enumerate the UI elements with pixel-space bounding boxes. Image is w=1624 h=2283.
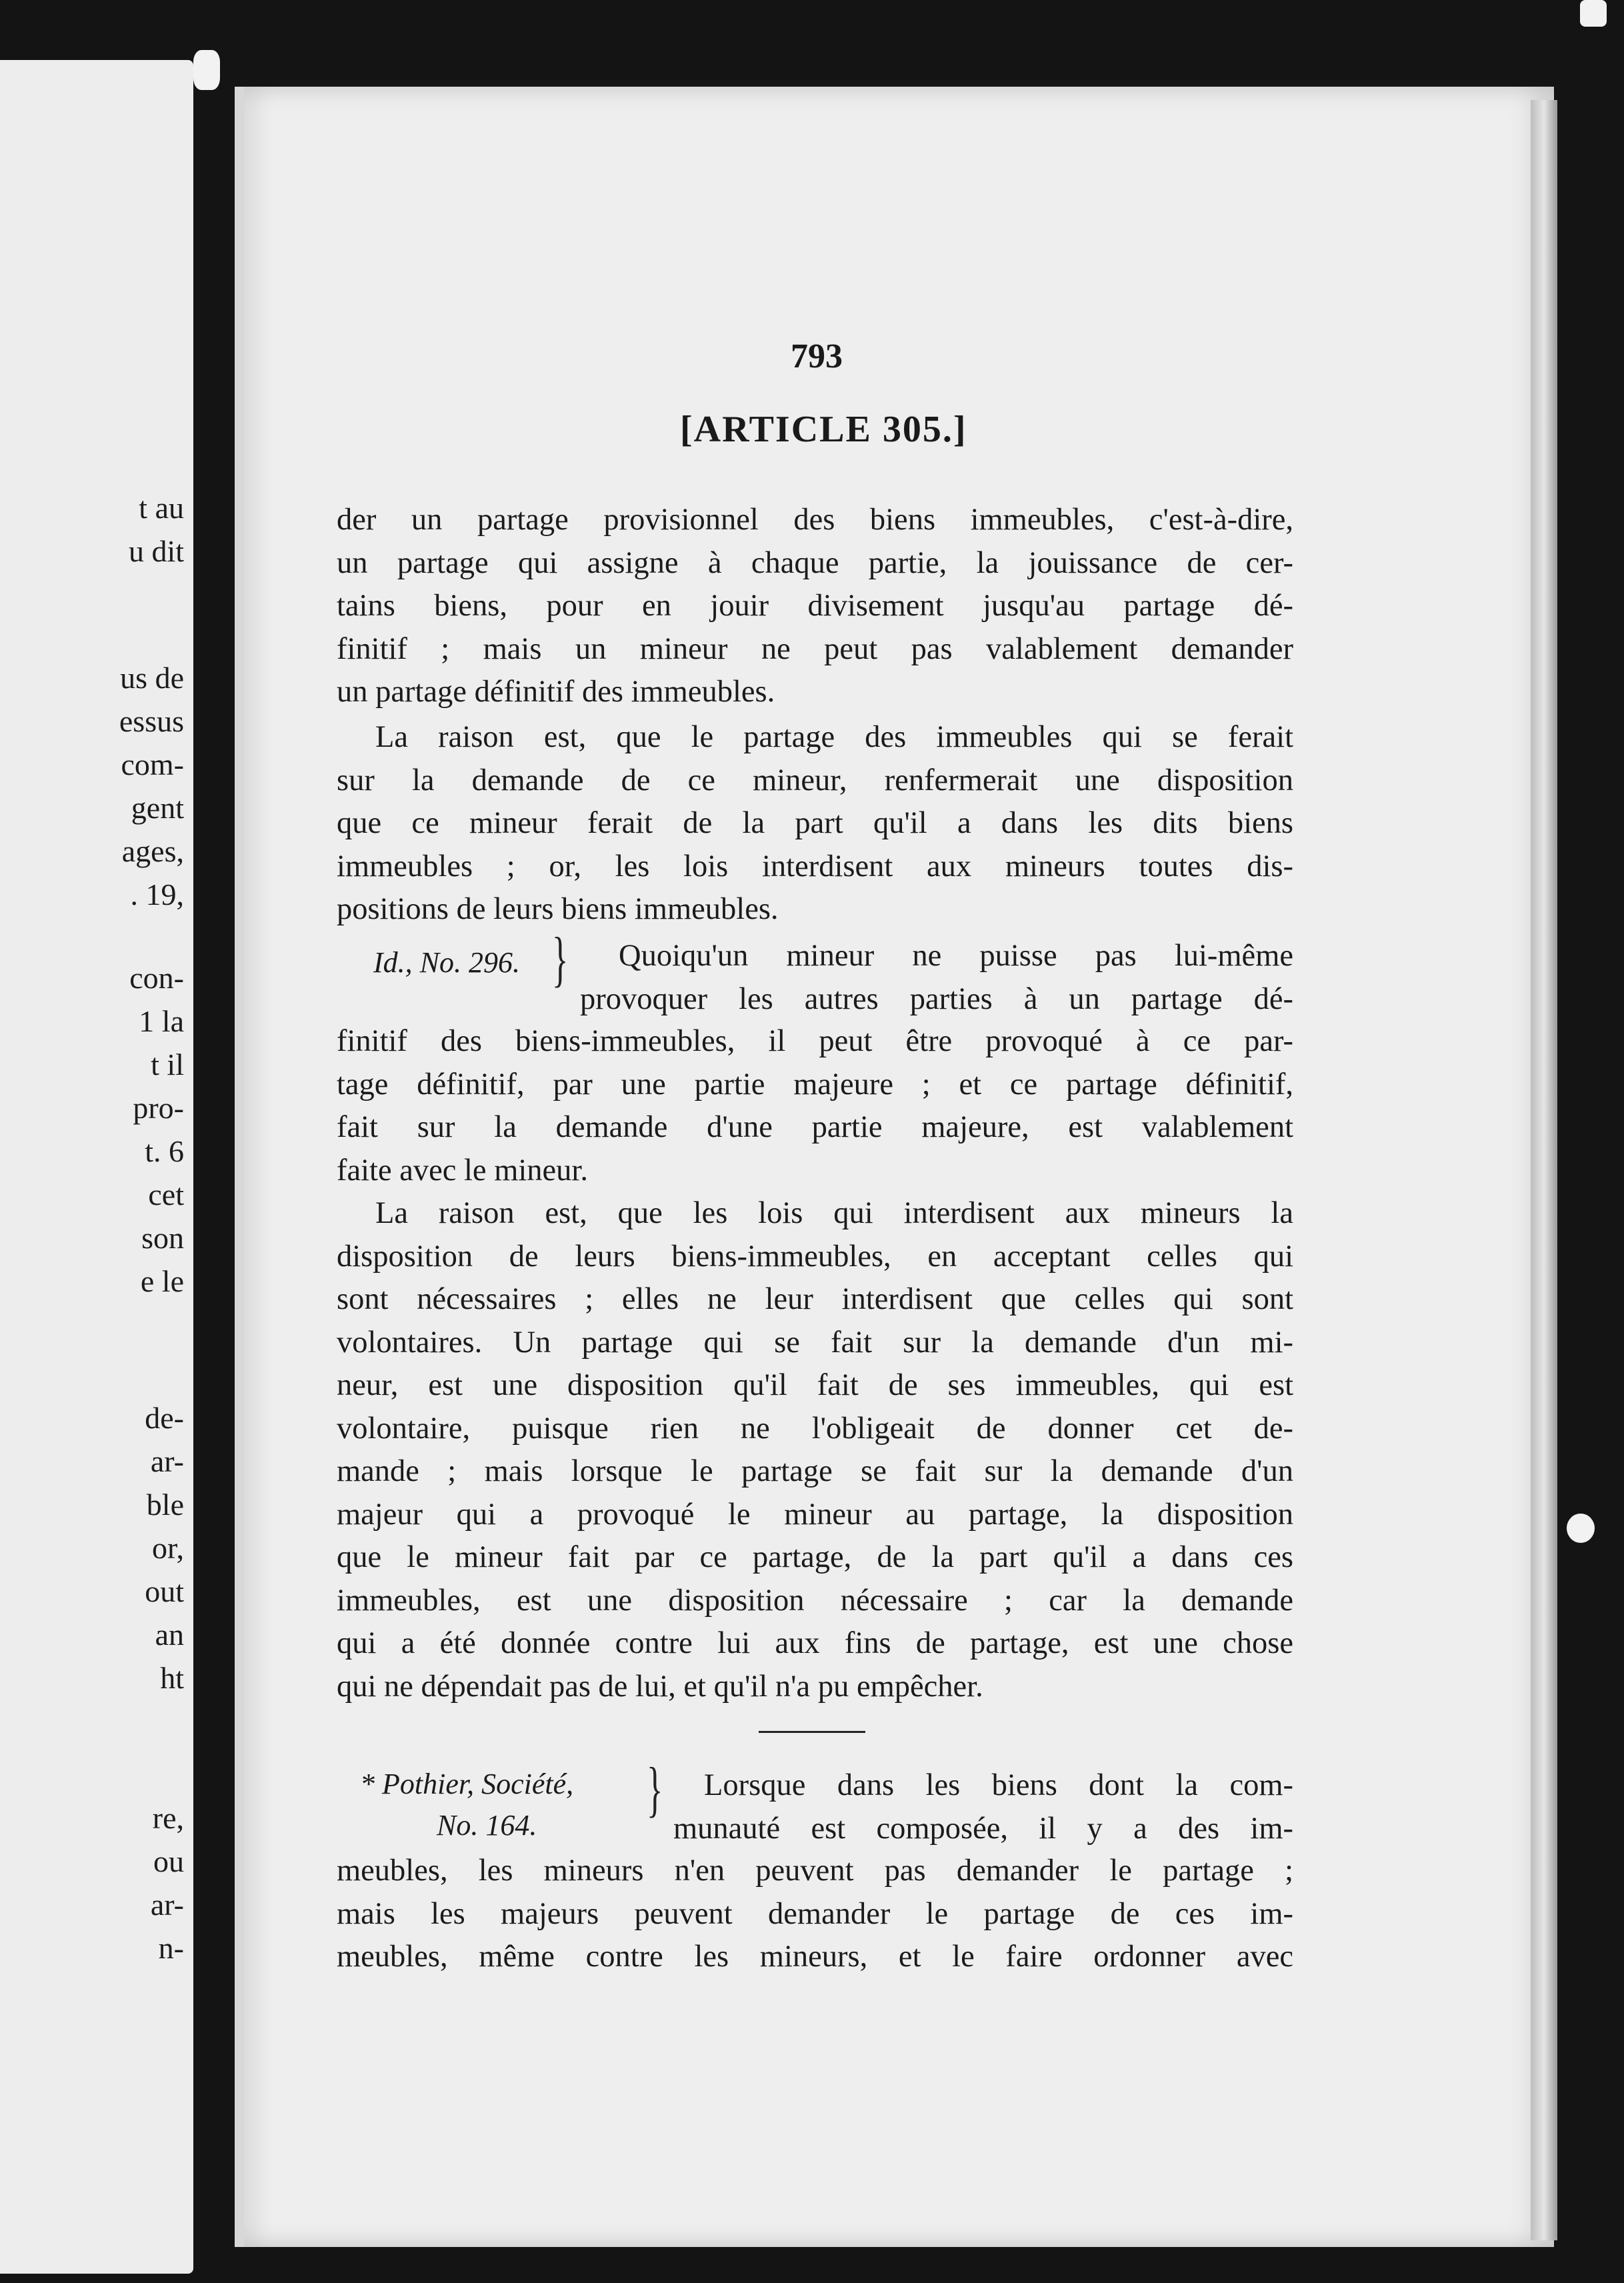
text-line: neur, est une disposition qu'il fait de ses immeubles, qui est (337, 1368, 1293, 1402)
page-number: 793 (791, 337, 843, 375)
facing-page-line: n- (158, 1931, 184, 1965)
scan-speck (193, 50, 220, 90)
paragraph-4 (337, 1192, 1293, 1708)
facing-page-line: ages, (121, 834, 184, 868)
text-line: meubles, même contre les mineurs, et le faire ordonner avec (337, 1940, 1293, 1974)
text-line: volontaires. Un partage qui se fait sur la demande d'un mi- (337, 1325, 1293, 1360)
paragraph-2 (337, 716, 1293, 931)
text-line: volontaire, puisque rien ne l'obligeait de donner cet de- (337, 1411, 1293, 1446)
text-line: mande ; mais lorsque le partage se fait sur la demande d'un (337, 1454, 1293, 1488)
facing-page-line: an (155, 1618, 184, 1652)
facing-page-line: gent (131, 791, 184, 825)
scan-speck (1567, 1514, 1595, 1543)
facing-page-line: t au (139, 491, 184, 525)
text-line: Lorsque dans les biens dont la com- (704, 1768, 1293, 1802)
text-line: finitif ; mais un mineur ne peut pas valablement demander (337, 631, 1293, 666)
facing-page-line: essus (119, 704, 184, 738)
facing-page-line: re, (152, 1801, 184, 1835)
text-line: disposition de leurs biens-immeubles, en acceptant celles qui (337, 1239, 1293, 1274)
facing-page-line: ht (160, 1661, 184, 1695)
facing-page-line: ble (146, 1488, 184, 1522)
facing-page-line: or, (152, 1531, 184, 1565)
facing-page (0, 60, 193, 2274)
citation-label: * Pothier, Société, (360, 1768, 574, 1800)
text-line: finitif des biens-immeubles, il peut être provoqué à ce par- (337, 1024, 1293, 1058)
text-line: immeubles, est une disposition nécessaire ; car la demande (337, 1583, 1293, 1618)
paragraph-3 (337, 1020, 1293, 1192)
facing-page-line: ar- (150, 1444, 184, 1478)
facing-page-line: ar- (150, 1888, 184, 1922)
facing-page-line: de- (145, 1401, 184, 1435)
brace-icon: } (646, 1755, 663, 1823)
text-line: un partage définitif des immeubles. (337, 675, 775, 709)
facing-page-line: out (145, 1574, 184, 1608)
facing-page-line: ou (153, 1844, 184, 1878)
facing-page-line: cet (148, 1178, 184, 1212)
text-line: un partage qui assigne à chaque partie, la jouissance de cer- (337, 545, 1293, 580)
facing-page-line: e le (140, 1264, 184, 1298)
facing-page-line: con- (129, 961, 184, 995)
facing-page-line: t. 6 (145, 1134, 184, 1168)
text-line: La raison est, que les lois qui interdisent aux mineurs la (375, 1196, 1293, 1230)
facing-page-line: 1 la (139, 1004, 184, 1038)
citation-1-text (580, 935, 1293, 1021)
text-line: tage définitif, par une partie majeure ; et ce partage définitif, (337, 1067, 1293, 1101)
article-heading: [ARTICLE 305.] (680, 409, 967, 450)
text-line: qui a été donnée contre lui aux fins de partage, est une chose (337, 1626, 1293, 1660)
text-line: sont nécessaires ; elles ne leur interdisent que celles qui sont (337, 1282, 1293, 1316)
separator-rule (759, 1731, 865, 1733)
facing-page-line: pro- (133, 1091, 184, 1125)
text-line: munauté est composée, il y a des im- (673, 1811, 1293, 1846)
facing-page-line: t il (151, 1047, 184, 1081)
text-line: majeur qui a provoqué le mineur au partage, la disposition (337, 1497, 1293, 1532)
text-line: fait sur la demande d'une partie majeure, est valablement (337, 1110, 1293, 1144)
text-line: que le mineur fait par ce partage, de la part qu'il a dans ces (337, 1540, 1293, 1574)
text-line: Quoiqu'un mineur ne puisse pas lui-même (619, 939, 1293, 973)
text-line: tains biens, pour en jouir divisement jusqu'au partage dé- (337, 589, 1293, 623)
text-line: faite avec le mineur. (337, 1153, 588, 1188)
facing-page-line: . 19, (130, 877, 184, 911)
brace-icon: } (551, 925, 569, 993)
text-line: qui ne dépendait pas de lui, et qu'il n'a pu empêcher. (337, 1669, 983, 1704)
page-edge (1531, 100, 1557, 2240)
text-line: que ce mineur ferait de la part qu'il a dans les dits biens (337, 806, 1293, 840)
text-line: La raison est, que le partage des immeubles qui se ferait (375, 720, 1293, 754)
scan-speck (1580, 0, 1607, 27)
facing-page-line: com- (121, 747, 184, 781)
facing-page-line: u dit (128, 534, 184, 568)
citation-2-text (673, 1764, 1293, 1850)
paragraph-1 (337, 499, 1293, 714)
facing-page-line: son (141, 1221, 184, 1255)
text-line: der un partage provisionnel des biens immeubles, c'est-à-dire, (337, 503, 1293, 537)
citation-label: No. 164. (437, 1809, 537, 1842)
facing-page-line: us de (120, 661, 184, 695)
text-line: immeubles ; or, les lois interdisent aux mineurs toutes dis- (337, 849, 1293, 883)
text-line: mais les majeurs peuvent demander le partage de ces im- (337, 1896, 1293, 1931)
text-line: sur la demande de ce mineur, renfermerait une disposition (337, 763, 1293, 797)
text-line: positions de leurs biens immeubles. (337, 892, 779, 926)
text-line: provoquer les autres parties à un partage dé- (580, 981, 1293, 1016)
citation-label: Id., No. 296. (373, 946, 520, 979)
paragraph-5 (337, 1850, 1293, 1979)
text-line: meubles, les mineurs n'en peuvent pas demander le partage ; (337, 1854, 1293, 1888)
